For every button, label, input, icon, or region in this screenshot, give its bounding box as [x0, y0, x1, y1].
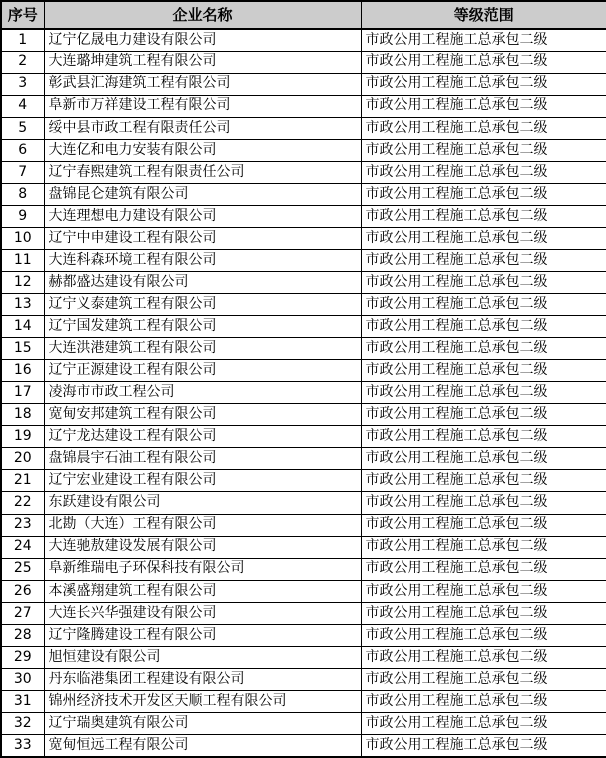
table-row [1, 580, 606, 602]
table-row [1, 95, 606, 117]
table-row [1, 227, 606, 249]
grade-range-cell: 市政公用工程施工总承包二级 [361, 51, 606, 73]
table-row [1, 117, 606, 139]
column-header-company-name: 企业名称 [44, 1, 361, 29]
row-number-cell: 26 [1, 580, 44, 602]
row-number-cell: 8 [1, 183, 44, 205]
row-number-cell: 3 [1, 73, 44, 95]
grade-range-cell: 市政公用工程施工总承包二级 [361, 536, 606, 558]
row-number-cell: 2 [1, 51, 44, 73]
table-row [1, 139, 606, 161]
row-number-cell: 6 [1, 139, 44, 161]
company-name-cell: 辽宁龙达建设工程有限公司 [44, 426, 361, 448]
row-number-cell: 4 [1, 95, 44, 117]
table-row [1, 558, 606, 580]
grade-range-cell: 市政公用工程施工总承包二级 [361, 73, 606, 95]
row-number-cell: 25 [1, 558, 44, 580]
grade-range-cell: 市政公用工程施工总承包二级 [361, 272, 606, 294]
row-number-cell: 27 [1, 602, 44, 624]
table-row [1, 183, 606, 205]
row-number-cell: 14 [1, 316, 44, 338]
company-name-cell: 辽宁亿晟电力建设有限公司 [44, 29, 361, 51]
table-row [1, 404, 606, 426]
grade-range-cell: 市政公用工程施工总承包二级 [361, 514, 606, 536]
table-row [1, 51, 606, 73]
grade-range-cell: 市政公用工程施工总承包二级 [361, 624, 606, 646]
table-row [1, 514, 606, 536]
grade-range-cell: 市政公用工程施工总承包二级 [361, 646, 606, 668]
company-name-cell: 辽宁隆腾建设工程有限公司 [44, 624, 361, 646]
company-name-cell: 大连科森环境工程有限公司 [44, 249, 361, 271]
grade-range-cell: 市政公用工程施工总承包二级 [361, 558, 606, 580]
grade-range-cell: 市政公用工程施工总承包二级 [361, 183, 606, 205]
row-number-cell: 5 [1, 117, 44, 139]
grade-range-cell: 市政公用工程施工总承包二级 [361, 404, 606, 426]
table-row [1, 249, 606, 271]
company-name-cell: 盘锦昆仑建筑有限公司 [44, 183, 361, 205]
grade-range-cell: 市政公用工程施工总承包二级 [361, 117, 606, 139]
grade-range-cell: 市政公用工程施工总承包二级 [361, 690, 606, 712]
grade-range-cell: 市政公用工程施工总承包二级 [361, 360, 606, 382]
column-header-serial-number: 序号 [1, 1, 44, 29]
grade-range-cell: 市政公用工程施工总承包二级 [361, 29, 606, 51]
company-name-cell: 辽宁正源建设工程有限公司 [44, 360, 361, 382]
company-name-cell: 大连璐坤建筑工程有限公司 [44, 51, 361, 73]
table-row [1, 602, 606, 624]
table-row [1, 690, 606, 712]
company-name-cell: 凌海市市政工程公司 [44, 382, 361, 404]
company-name-cell: 辽宁中申建设工程有限公司 [44, 227, 361, 249]
company-name-cell: 本溪盛翔建筑工程有限公司 [44, 580, 361, 602]
grade-range-cell: 市政公用工程施工总承包二级 [361, 316, 606, 338]
row-number-cell: 15 [1, 338, 44, 360]
row-number-cell: 11 [1, 249, 44, 271]
table-row [1, 536, 606, 558]
company-name-cell: 辽宁瑞奥建筑有限公司 [44, 712, 361, 734]
company-name-cell: 辽宁宏业建设工程有限公司 [44, 470, 361, 492]
company-name-cell: 大连亿和电力安装有限公司 [44, 139, 361, 161]
table-header-row [1, 1, 606, 29]
grade-range-cell: 市政公用工程施工总承包二级 [361, 580, 606, 602]
row-number-cell: 24 [1, 536, 44, 558]
table-row [1, 492, 606, 514]
grade-range-cell: 市政公用工程施工总承包二级 [361, 161, 606, 183]
row-number-cell: 7 [1, 161, 44, 183]
grade-range-cell: 市政公用工程施工总承包二级 [361, 205, 606, 227]
company-name-cell: 大连洪港建筑工程有限公司 [44, 338, 361, 360]
row-number-cell: 28 [1, 624, 44, 646]
company-name-cell: 绥中县市政工程有限责任公司 [44, 117, 361, 139]
row-number-cell: 33 [1, 735, 44, 758]
company-name-cell: 盘锦晨宇石油工程有限公司 [44, 448, 361, 470]
company-name-cell: 辽宁春熙建筑工程有限责任公司 [44, 161, 361, 183]
grade-range-cell: 市政公用工程施工总承包二级 [361, 426, 606, 448]
table-body [1, 29, 606, 757]
grade-range-cell: 市政公用工程施工总承包二级 [361, 668, 606, 690]
company-name-cell: 阜新市万祥建设工程有限公司 [44, 95, 361, 117]
table-row [1, 668, 606, 690]
company-name-cell: 大连驰敖建设发展有限公司 [44, 536, 361, 558]
company-name-cell: 赫都盛达建设有限公司 [44, 272, 361, 294]
row-number-cell: 21 [1, 470, 44, 492]
company-name-cell: 锦州经济技术开发区天顺工程有限公司 [44, 690, 361, 712]
table-row [1, 448, 606, 470]
company-name-cell: 阜新维瑞电子环保科技有限公司 [44, 558, 361, 580]
row-number-cell: 32 [1, 712, 44, 734]
grade-range-cell: 市政公用工程施工总承包二级 [361, 448, 606, 470]
row-number-cell: 10 [1, 227, 44, 249]
company-name-cell: 宽甸安邦建筑工程有限公司 [44, 404, 361, 426]
table-row [1, 294, 606, 316]
table-row [1, 161, 606, 183]
row-number-cell: 1 [1, 29, 44, 51]
grade-range-cell: 市政公用工程施工总承包二级 [361, 249, 606, 271]
column-header-grade-range: 等级范围 [361, 1, 606, 29]
company-name-cell: 大连理想电力建设有限公司 [44, 205, 361, 227]
table-row [1, 205, 606, 227]
grade-range-cell: 市政公用工程施工总承包二级 [361, 712, 606, 734]
row-number-cell: 30 [1, 668, 44, 690]
company-name-cell: 北勘（大连）工程有限公司 [44, 514, 361, 536]
grade-range-cell: 市政公用工程施工总承包二级 [361, 492, 606, 514]
table-row [1, 29, 606, 51]
row-number-cell: 31 [1, 690, 44, 712]
row-number-cell: 29 [1, 646, 44, 668]
grade-range-cell: 市政公用工程施工总承包二级 [361, 95, 606, 117]
row-number-cell: 18 [1, 404, 44, 426]
row-number-cell: 22 [1, 492, 44, 514]
table-row [1, 426, 606, 448]
company-name-cell: 辽宁国发建筑工程有限公司 [44, 316, 361, 338]
grade-range-cell: 市政公用工程施工总承包二级 [361, 294, 606, 316]
company-name-cell: 辽宁义泰建筑工程有限公司 [44, 294, 361, 316]
table-row [1, 272, 606, 294]
table-row [1, 382, 606, 404]
company-name-cell: 旭恒建设有限公司 [44, 646, 361, 668]
row-number-cell: 13 [1, 294, 44, 316]
table-row [1, 470, 606, 492]
table-row [1, 338, 606, 360]
company-name-cell: 彰武县汇海建筑工程有限公司 [44, 73, 361, 95]
table-row [1, 316, 606, 338]
company-name-cell: 大连长兴华强建设有限公司 [44, 602, 361, 624]
table-row [1, 646, 606, 668]
company-name-cell: 东跃建设有限公司 [44, 492, 361, 514]
row-number-cell: 20 [1, 448, 44, 470]
company-name-cell: 丹东临港集团工程建设有限公司 [44, 668, 361, 690]
grade-range-cell: 市政公用工程施工总承包二级 [361, 735, 606, 758]
table-row [1, 712, 606, 734]
row-number-cell: 23 [1, 514, 44, 536]
grade-range-cell: 市政公用工程施工总承包二级 [361, 602, 606, 624]
company-name-cell: 宽甸恒远工程有限公司 [44, 735, 361, 758]
table-row [1, 360, 606, 382]
grade-range-cell: 市政公用工程施工总承包二级 [361, 139, 606, 161]
table-row [1, 735, 606, 758]
row-number-cell: 17 [1, 382, 44, 404]
grade-range-cell: 市政公用工程施工总承包二级 [361, 382, 606, 404]
row-number-cell: 12 [1, 272, 44, 294]
table-row [1, 624, 606, 646]
row-number-cell: 19 [1, 426, 44, 448]
grade-range-cell: 市政公用工程施工总承包二级 [361, 470, 606, 492]
row-number-cell: 16 [1, 360, 44, 382]
grade-range-cell: 市政公用工程施工总承包二级 [361, 227, 606, 249]
grade-range-cell: 市政公用工程施工总承包二级 [361, 338, 606, 360]
table-row [1, 73, 606, 95]
row-number-cell: 9 [1, 205, 44, 227]
